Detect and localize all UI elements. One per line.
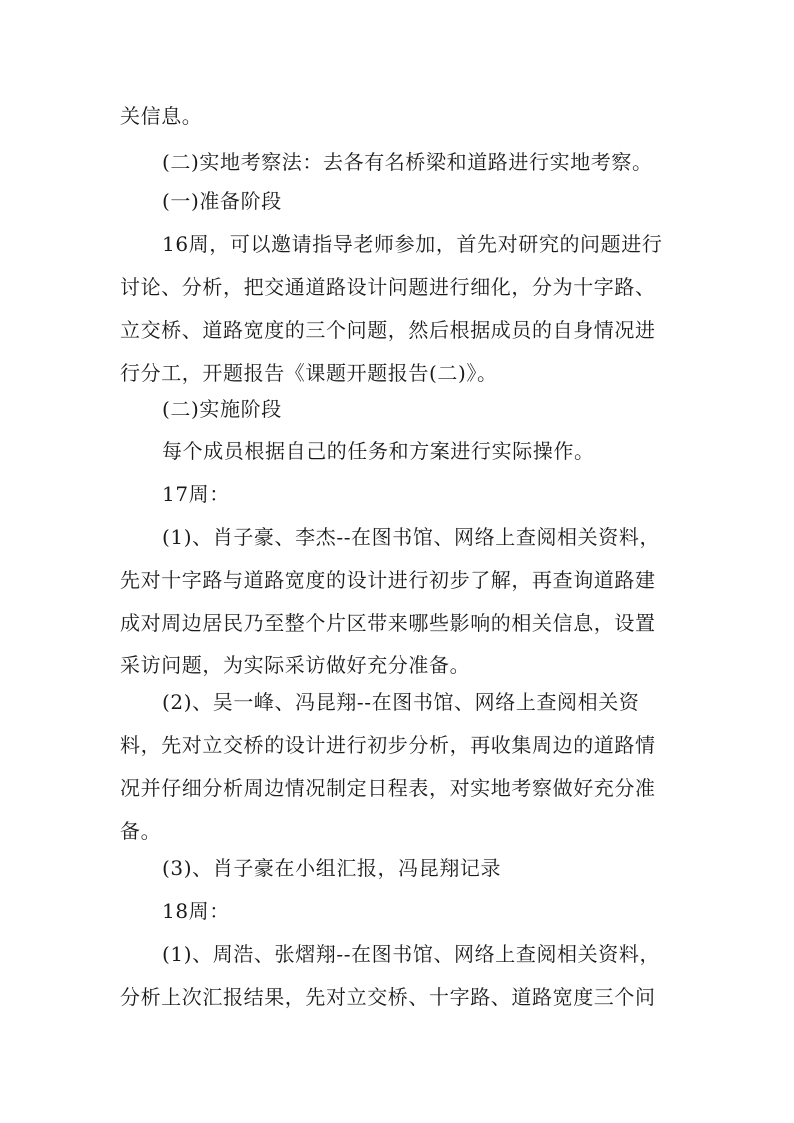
text-line: 17周： [162, 482, 230, 506]
text-line: (1)、周浩、张熠翔--在图书馆、网络上查阅相关资料， [162, 942, 661, 966]
text-line: (二)实地考察法：去各有名桥梁和道路进行实地考察。 [162, 150, 653, 174]
text-line: 每个成员根据自己的任务和方案进行实际操作。 [162, 439, 595, 463]
text-line: 采访问题，为实际采访做好充分准备。 [120, 653, 471, 677]
text-line: 况并仔细分析周边情况制定日程表，对实地考察做好充分准 [120, 776, 656, 800]
text-line: 成对周边居民乃至整个片区带来哪些影响的相关信息，设置 [120, 611, 656, 635]
text-line: (二)实施阶段 [162, 397, 282, 421]
text-line: 行分工，开题报告《课题开题报告(二)》。 [120, 361, 498, 385]
text-line: 先对十字路与道路宽度的设计进行初步了解，再查询道路建 [120, 568, 656, 592]
text-line: (2)、吴一峰、冯昆翔--在图书馆、网络上查阅相关资 [162, 690, 640, 714]
text-line: 料，先对立交桥的设计进行初步分析，再收集周边的道路情 [120, 733, 656, 757]
text-line: 16周，可以邀请指导老师参加，首先对研究的问题进行 [162, 232, 663, 256]
text-line: 分析上次汇报结果，先对立交桥、十字路、道路宽度三个问 [120, 985, 656, 1009]
text-line: 18周： [162, 899, 230, 923]
text-line: 关信息。 [120, 104, 203, 128]
text-line: 讨论、分析，把交通道路设计问题进行细化，分为十字路、 [120, 275, 656, 299]
text-line: (1)、肖子豪、李杰--在图书馆、网络上查阅相关资料， [162, 525, 661, 549]
text-line: 备。 [120, 819, 162, 843]
text-line: (一)准备阶段 [162, 189, 282, 213]
text-line: 立交桥、道路宽度的三个问题，然后根据成员的自身情况进 [120, 318, 656, 342]
text-line: (3)、肖子豪在小组汇报，冯昆翔记录 [162, 856, 502, 880]
